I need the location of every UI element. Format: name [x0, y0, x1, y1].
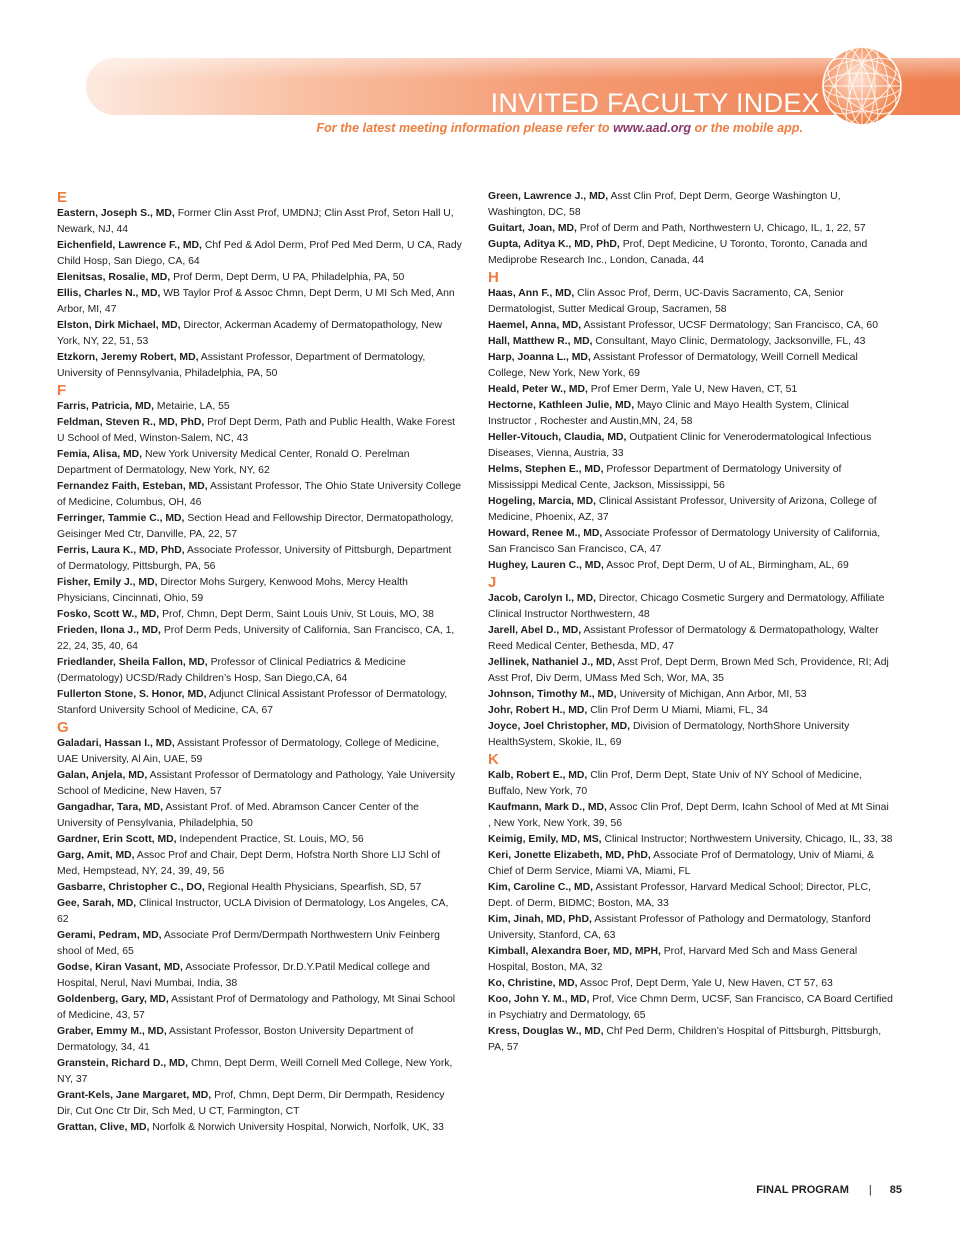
faculty-entry [488, 703, 893, 719]
faculty-details: Prof Derm Peds, University of California, San Francisco, CA, 1, 22, 24, 35, 40, 64 [57, 625, 455, 652]
faculty-details: Assistant Professor of Dermatology & Dermatopathology, Walter Reed Medical Center, Bethesda, MD, 47 [488, 625, 879, 652]
faculty-name: Joyce, Joel Christopher, MD, [488, 721, 631, 732]
faculty-name: Farris, Patricia, MD, [57, 401, 155, 412]
globe-logo-icon [820, 44, 904, 128]
faculty-details: Prof Derm, Dept Derm, U PA, Philadelphia, PA, 50 [173, 272, 405, 283]
faculty-name: Feldman, Steven R., MD, PhD, [57, 417, 205, 428]
section-letter: K [488, 751, 499, 768]
faculty-details: Chf Ped Derm, Children’s Hospital of Pittsburgh, Pittsburgh, PA, 57 [488, 1026, 882, 1053]
faculty-name: Johnson, Timothy M., MD, [488, 689, 617, 700]
faculty-details: Professor of Clinical Pediatrics & Medicine (Dermatology) UCSD/Rady Children’s Hosp, San Diego,CA, 64 [57, 657, 406, 684]
footer-separator: | [868, 1184, 872, 1196]
faculty-entry [57, 832, 462, 848]
faculty-name: Gupta, Aditya K., MD, PhD, [488, 239, 620, 250]
faculty-entry [57, 928, 462, 960]
faculty-entry [488, 350, 893, 382]
faculty-name: Fisher, Emily J., MD, [57, 577, 158, 588]
faculty-entry [57, 768, 462, 800]
faculty-name: Helms, Stephen E., MD, [488, 464, 604, 475]
faculty-entry [57, 655, 462, 687]
faculty-details: Prof, Vice Chmn Derm, UCSF, San Francisco, CA Board Certified in Psychiatry and Dermatology, 65 [488, 994, 893, 1021]
faculty-details: Prof of Derm and Path, Northwestern U, Chicago, IL, 1, 22, 57 [579, 223, 866, 234]
faculty-name: Eichenfield, Lawrence F., MD, [57, 240, 202, 251]
faculty-name: Hughey, Lauren C., MD, [488, 560, 604, 571]
faculty-entry [57, 896, 462, 928]
faculty-entry [488, 944, 893, 976]
faculty-name: Elenitsas, Rosalie, MD, [57, 272, 171, 283]
faculty-entry [488, 880, 893, 912]
faculty-details: Chf Ped & Adol Derm, Prof Ped Med Derm, U CA, Rady Child Hosp, San Diego, CA, 64 [57, 240, 462, 267]
faculty-details: Assistant Professor, Harvard Medical School; Director, PLC, Dept. of Derm, BIDMC; Boston, MA, 33 [488, 882, 871, 909]
section-letter: E [57, 189, 68, 206]
faculty-entry [488, 526, 893, 558]
faculty-column-right [488, 189, 893, 1056]
faculty-entry [488, 382, 893, 398]
faculty-name: Heller-Vitouch, Claudia, MD, [488, 432, 627, 443]
faculty-details: Clinical Assistant Professor, University of Arizona, College of Medicine, Phoenix, AZ, 37 [488, 496, 877, 523]
faculty-details: Consultant, Mayo Clinic, Dermatology, Jacksonville, FL, 43 [595, 336, 866, 347]
footer-label: FINAL PROGRAM [756, 1184, 849, 1196]
section-letter: J [488, 574, 497, 591]
faculty-details: Mayo Clinic and Mayo Health System, Clinical Instructor , Rochester and Austin,MN, 24, 58 [488, 400, 849, 427]
faculty-name: Jacob, Carolyn I., MD, [488, 593, 596, 604]
faculty-entry [488, 719, 893, 751]
faculty-entry [57, 607, 462, 623]
faculty-details: Assistant Professor, UCSF Dermatology; San Francisco, CA, 60 [583, 320, 878, 331]
faculty-entry [488, 623, 893, 655]
faculty-entry [488, 800, 893, 832]
faculty-entry [57, 318, 462, 350]
faculty-entry [488, 591, 893, 623]
faculty-details: Metairie, LA, 55 [156, 401, 230, 412]
faculty-details: Director, Chicago Cosmetic Surgery and Dermatology, Affiliate Clinical Instructor Northwestern, 48 [488, 593, 885, 620]
faculty-details: Prof Dept Derm, Path and Public Health, Wake Forest U School of Med, Winston-Salem, NC, 43 [57, 417, 456, 444]
faculty-entry [57, 623, 462, 655]
faculty-name: Kim, Caroline C., MD, [488, 882, 594, 893]
faculty-details: Associate Professor of Dermatology University of California, San Francisco San Francisco, CA, 47 [488, 528, 881, 555]
faculty-details: Assistant Professor, Boston University Department of Dermatology, 34, 41 [57, 1026, 414, 1053]
faculty-entry [488, 430, 893, 462]
faculty-name: Guitart, Joan, MD, [488, 223, 577, 234]
faculty-entry [57, 206, 462, 238]
faculty-name: Koo, John Y. M., MD, [488, 994, 590, 1005]
faculty-name: Keri, Jonette Elizabeth, MD, PhD, [488, 850, 651, 861]
faculty-details: University of Michigan, Ann Arbor, MI, 53 [619, 689, 807, 700]
tagline-suffix: or the mobile app. [691, 121, 803, 135]
faculty-details: Assistant Prof. of Med. Abramson Cancer Center of the University of Pensylvania, Philadelphia, 50 [57, 802, 419, 829]
faculty-entry [488, 462, 893, 494]
faculty-details: Former Clin Asst Prof, UMDNJ; Clin Asst Prof, Seton Hall U, Newark, NJ, 44 [57, 208, 454, 235]
faculty-details: Assoc Prof and Chair, Dept Derm, Hofstra North Shore LIJ Schl of Med, Hempstead, NY, 24, 39, 49, 56 [57, 850, 441, 877]
faculty-entry [488, 237, 893, 269]
faculty-entry [488, 1024, 893, 1056]
faculty-entry [488, 494, 893, 526]
faculty-name: Friedlander, Sheila Fallon, MD, [57, 657, 208, 668]
faculty-name: Ferris, Laura K., MD, PhD, [57, 545, 185, 556]
faculty-name: Kimball, Alexandra Boer, MD, MPH, [488, 946, 661, 957]
faculty-entry [57, 1120, 462, 1136]
faculty-name: Gasbarre, Christopher C., DO, [57, 882, 205, 893]
faculty-entry [57, 511, 462, 543]
faculty-name: Haas, Ann F., MD, [488, 288, 575, 299]
faculty-details: Assistant Prof of Dermatology and Pathology, Mt Sinai School of Medicine, 43, 57 [57, 994, 456, 1021]
faculty-name: Jarell, Abel D., MD, [488, 625, 582, 636]
faculty-details: Regional Health Physicians, Spearfish, SD, 57 [207, 882, 422, 893]
faculty-details: Prof, Harvard Med Sch and Mass General Hospital, Boston, MA, 32 [488, 946, 858, 973]
faculty-name: Fernandez Faith, Esteban, MD, [57, 481, 208, 492]
faculty-name: Galadari, Hassan I., MD, [57, 738, 175, 749]
faculty-name: Howard, Renee M., MD, [488, 528, 603, 539]
faculty-entry [57, 575, 462, 607]
faculty-details: Norfolk & Norwich University Hospital, Norwich, Norfolk, UK, 33 [152, 1122, 444, 1133]
faculty-details: Chmn, Dept Derm, Weill Cornell Med College, New York, NY, 37 [57, 1058, 453, 1085]
faculty-name: Graber, Emmy M., MD, [57, 1026, 167, 1037]
tagline-link[interactable]: www.aad.org [613, 121, 692, 135]
faculty-details: Assoc Prof, Dept Derm, U of AL, Birmingham, AL, 69 [606, 560, 849, 571]
faculty-details: WB Taylor Prof & Assoc Chmn, Dept Derm, U MI Sch Med, Ann Arbor, MI, 47 [57, 288, 455, 315]
faculty-details: Clinical Instructor, UCLA Division of Dermatology, Los Angeles, CA, 62 [57, 898, 449, 925]
faculty-entry [488, 848, 893, 880]
faculty-details: Assistant Professor of Dermatology, Weill Cornell Medical College, New York, New York, 69 [488, 352, 858, 379]
faculty-details: Outpatient Clinic for Venerodermatological Infectious Diseases, Vienna, Austria, 33 [488, 432, 872, 459]
faculty-details: Assistant Professor, Department of Dermatology, University of Pennsylvania, Philadelphia, PA, 50 [57, 352, 426, 379]
faculty-name: Gangadhar, Tara, MD, [57, 802, 164, 813]
faculty-name: Gee, Sarah, MD, [57, 898, 137, 909]
faculty-name: Green, Lawrence J., MD, [488, 191, 609, 202]
faculty-name: Fosko, Scott W., MD, [57, 609, 160, 620]
faculty-name: Kim, Jinah, MD, PhD, [488, 914, 592, 925]
faculty-name: Heald, Peter W., MD, [488, 384, 588, 395]
faculty-entry [488, 398, 893, 430]
faculty-details: Associate Prof Derm/Dermpath Northwestern Univ Feinberg shool of Med, 65 [57, 930, 440, 957]
faculty-column-left [57, 189, 462, 1136]
faculty-entry [57, 238, 462, 270]
faculty-entry [488, 286, 893, 318]
faculty-details: Asst Prof, Dept Derm, Brown Med Sch, Providence, RI; Adj Asst Prof, Div Derm, UMass Med Sch, Wor, MA, 35 [488, 657, 889, 684]
faculty-entry [57, 270, 462, 286]
faculty-entry [488, 318, 893, 334]
faculty-entry [57, 736, 462, 768]
faculty-entry [488, 221, 893, 237]
faculty-details: Clin Assoc Prof, Derm, UC-Davis Sacramento, CA, Senior Dermatologist, Sutter Medical Group, Sacramen, 58 [488, 288, 844, 315]
faculty-name: Hectorne, Kathleen Julie, MD, [488, 400, 635, 411]
faculty-entry [488, 976, 893, 992]
faculty-entry [57, 1056, 462, 1088]
faculty-name: Ko, Christine, MD, [488, 978, 578, 989]
faculty-details: Prof, Dept Medicine, U Toronto, Toronto, Canada and Mediprobe Research Inc., London, Canada, 44 [488, 239, 868, 266]
tagline-prefix: For the latest meeting information please refer to [316, 121, 614, 135]
faculty-name: Haemel, Anna, MD, [488, 320, 582, 331]
faculty-name: Frieden, Ilona J., MD, [57, 625, 161, 636]
tagline [180, 121, 803, 135]
faculty-name: Harp, Joanna L., MD, [488, 352, 591, 363]
faculty-details: Prof Emer Derm, Yale U, New Haven, CT, 51 [590, 384, 798, 395]
faculty-details: Associate Professor, University of Pittsburgh, Department of Dermatology, Pittsburgh, PA, 56 [57, 545, 452, 572]
faculty-entry [57, 286, 462, 318]
faculty-details: Assoc Clin Prof, Dept Derm, Icahn School of Med at Mt Sinai , New York, New York, 39, 56 [488, 802, 889, 829]
faculty-name: Keimig, Emily, MD, MS, [488, 834, 602, 845]
faculty-entry [57, 350, 462, 382]
faculty-entry [488, 912, 893, 944]
faculty-name: Femia, Alisa, MD, [57, 449, 143, 460]
faculty-entry [488, 687, 893, 703]
section-letter: G [57, 719, 69, 736]
faculty-name: Gardner, Erin Scott, MD, [57, 834, 177, 845]
faculty-entry [57, 687, 462, 719]
faculty-name: Godse, Kiran Vasant, MD, [57, 962, 183, 973]
faculty-name: Hall, Matthew R., MD, [488, 336, 593, 347]
faculty-details: Clinical Instructor; Northwestern University, Chicago, IL, 33, 38 [604, 834, 893, 845]
faculty-name: Granstein, Richard D., MD, [57, 1058, 189, 1069]
faculty-name: Gerami, Pedram, MD, [57, 930, 162, 941]
faculty-entry [57, 399, 462, 415]
faculty-name: Grant-Kels, Jane Margaret, MD, [57, 1090, 212, 1101]
faculty-details: Director, Ackerman Academy of Dermatopathology, New York, NY, 22, 51, 53 [57, 320, 442, 347]
faculty-details: Section Head and Fellowship Director, Dermatopathology, Geisinger Med Ctr, Danville, PA, 22, 57 [57, 513, 454, 540]
faculty-entry [488, 558, 893, 574]
faculty-entry [488, 189, 893, 221]
faculty-entry [57, 1088, 462, 1120]
faculty-name: Ferringer, Tammie C., MD, [57, 513, 185, 524]
faculty-entry [488, 992, 893, 1024]
faculty-entry [57, 1024, 462, 1056]
faculty-name: Garg, Amit, MD, [57, 850, 135, 861]
page-number: 85 [889, 1184, 902, 1196]
section-letter: F [57, 382, 67, 399]
faculty-details: Prof, Chmn, Dept Derm, Dir Dermpath, Residency Dir, Cut Onc Ctr Dir, Sch Med, U CT, Farmington, CT [57, 1090, 445, 1117]
faculty-details: New York University Medical Center, Ronald O. Perelman Department of Dermatology, New York, NY, 62 [57, 449, 410, 476]
faculty-entry [57, 479, 462, 511]
faculty-details: Director Mohs Surgery, Kenwood Mohs, Mercy Health Physicians, Cincinnati, Ohio, 59 [57, 577, 408, 604]
faculty-entry [488, 655, 893, 687]
faculty-name: Jellinek, Nathaniel J., MD, [488, 657, 616, 668]
faculty-details: Division of Dermatology, NorthShore University HealthSystem, Skokie, IL, 69 [488, 721, 850, 748]
faculty-entry [57, 960, 462, 992]
faculty-name: Grattan, Clive, MD, [57, 1122, 150, 1133]
faculty-entry [57, 447, 462, 479]
faculty-entry [57, 848, 462, 880]
faculty-details: Assistant Professor, The Ohio State University College of Medicine, Columbus, OH, 46 [57, 481, 462, 508]
faculty-entry [488, 832, 893, 848]
faculty-details: Clin Prof, Derm Dept, State Univ of NY School of Medicine, Buffalo, New York, 70 [488, 770, 862, 797]
page-title: INVITED FACULTY INDEX [490, 88, 820, 119]
faculty-entry [57, 543, 462, 575]
faculty-details: Assistant Professor of Pathology and Dermatology, Stanford University, Stanford, CA, 63 [488, 914, 871, 941]
faculty-details: Associate Professor, Dr.D.Y.Patil Medical college and Hospital, Nerul, Navi Mumbai, India, 38 [57, 962, 430, 989]
faculty-details: Prof, Chmn, Dept Derm, Saint Louis Univ, St Louis, MO, 38 [162, 609, 434, 620]
faculty-name: Eastern, Joseph S., MD, [57, 208, 175, 219]
faculty-entry [57, 992, 462, 1024]
faculty-name: Johr, Robert H., MD, [488, 705, 588, 716]
faculty-name: Galan, Anjela, MD, [57, 770, 148, 781]
faculty-details: Adjunct Clinical Assistant Professor of Dermatology, Stanford University School of Medicine, CA, 67 [57, 689, 448, 716]
faculty-details: Asst Clin Prof, Dept Derm, George Washington U, Washington, DC, 58 [488, 191, 841, 218]
faculty-name: Hogeling, Marcia, MD, [488, 496, 596, 507]
faculty-details: Independent Practice, St. Louis, MO, 56 [179, 834, 364, 845]
faculty-details: Associate Prof of Dermatology, Univ of Miami, & Chief of Derm Service, Miami VA, Miami, FL [488, 850, 875, 877]
section-letter: H [488, 269, 499, 286]
faculty-details: Assoc Prof, Dept Derm, Yale U, New Haven, CT 57, 63 [579, 978, 833, 989]
faculty-details: Clin Prof Derm U Miami, Miami, FL, 34 [590, 705, 769, 716]
faculty-name: Ellis, Charles N., MD, [57, 288, 161, 299]
faculty-name: Goldenberg, Gary, MD, [57, 994, 169, 1005]
faculty-details: Assistant Professor of Dermatology and Pathology, Yale University School of Medicine, New Haven, 57 [57, 770, 456, 797]
faculty-name: Fullerton Stone, S. Honor, MD, [57, 689, 207, 700]
faculty-name: Etzkorn, Jeremy Robert, MD, [57, 352, 199, 363]
faculty-name: Kalb, Robert E., MD, [488, 770, 588, 781]
faculty-name: Elston, Dirk Michael, MD, [57, 320, 181, 331]
faculty-entry [57, 415, 462, 447]
faculty-name: Kaufmann, Mark D., MD, [488, 802, 607, 813]
faculty-name: Kress, Douglas W., MD, [488, 1026, 604, 1037]
faculty-details: Assistant Professor of Dermatology, College of Medicine, UAE University, Al Ain, UAE, 59 [57, 738, 440, 765]
faculty-details: Professor Department of Dermatology University of Mississippi Medical Cente, Jackson, Mississippi, 56 [488, 464, 842, 491]
faculty-entry [57, 880, 462, 896]
page-footer [756, 1184, 902, 1196]
faculty-entry [57, 800, 462, 832]
faculty-entry [488, 768, 893, 800]
faculty-entry [488, 334, 893, 350]
